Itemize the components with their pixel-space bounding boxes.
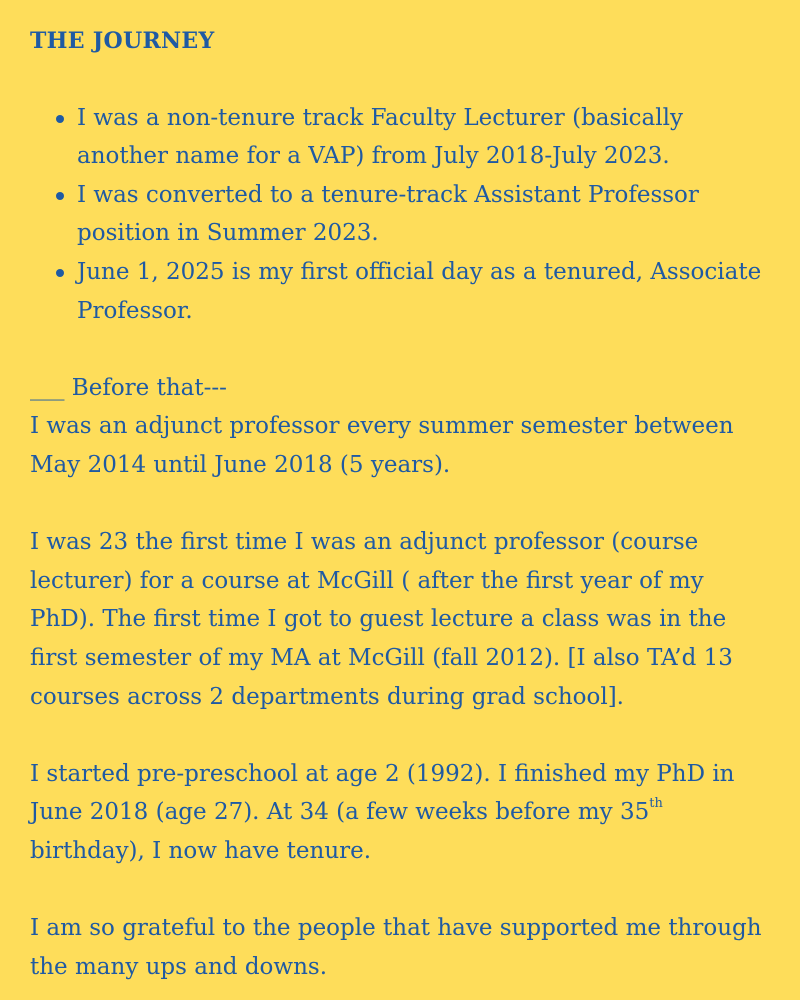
timeline-text-end: birthday), I now have tenure.: [30, 837, 372, 864]
journey-list: [30, 99, 772, 331]
ordinal-suffix: th: [649, 796, 663, 812]
before-that-divider: ___ Before that---: [30, 374, 227, 401]
list-item: I was converted to a tenure-track Assistant Professor position in Summer 2023.: [77, 176, 772, 253]
timeline-paragraph: [30, 755, 772, 871]
list-item: June 1, 2025 is my first official day as a tenured, Associate Professor.: [77, 253, 772, 330]
gratitude-paragraph: I am so grateful to the people that have supported me through the many ups and downs.: [30, 915, 762, 980]
list-item: I was a non-tenure track Faculty Lecturer (basically another name for a VAP) from July 2018-July 2023.: [77, 99, 772, 176]
adjunct-paragraph: I was an adjunct professor every summer semester between May 2014 until June 2018 (5 years).: [30, 413, 734, 478]
timeline-text-start: I started pre-preschool at age 2 (1992). I finished my PhD in June 2018 (age 27). At 34 (a few weeks before my 35: [30, 760, 735, 826]
first-time-paragraph: I was 23 the first time I was an adjunct professor (course lecturer) for a course at McGill ( after the first year of my PhD). The first time I got to guest lecture a class was in the first semester of my MA at McGill (fall 2012). [I also TA’d 13 courses across 2 departments during grad school].: [30, 529, 733, 710]
section-heading: THE JOURNEY: [30, 28, 215, 54]
